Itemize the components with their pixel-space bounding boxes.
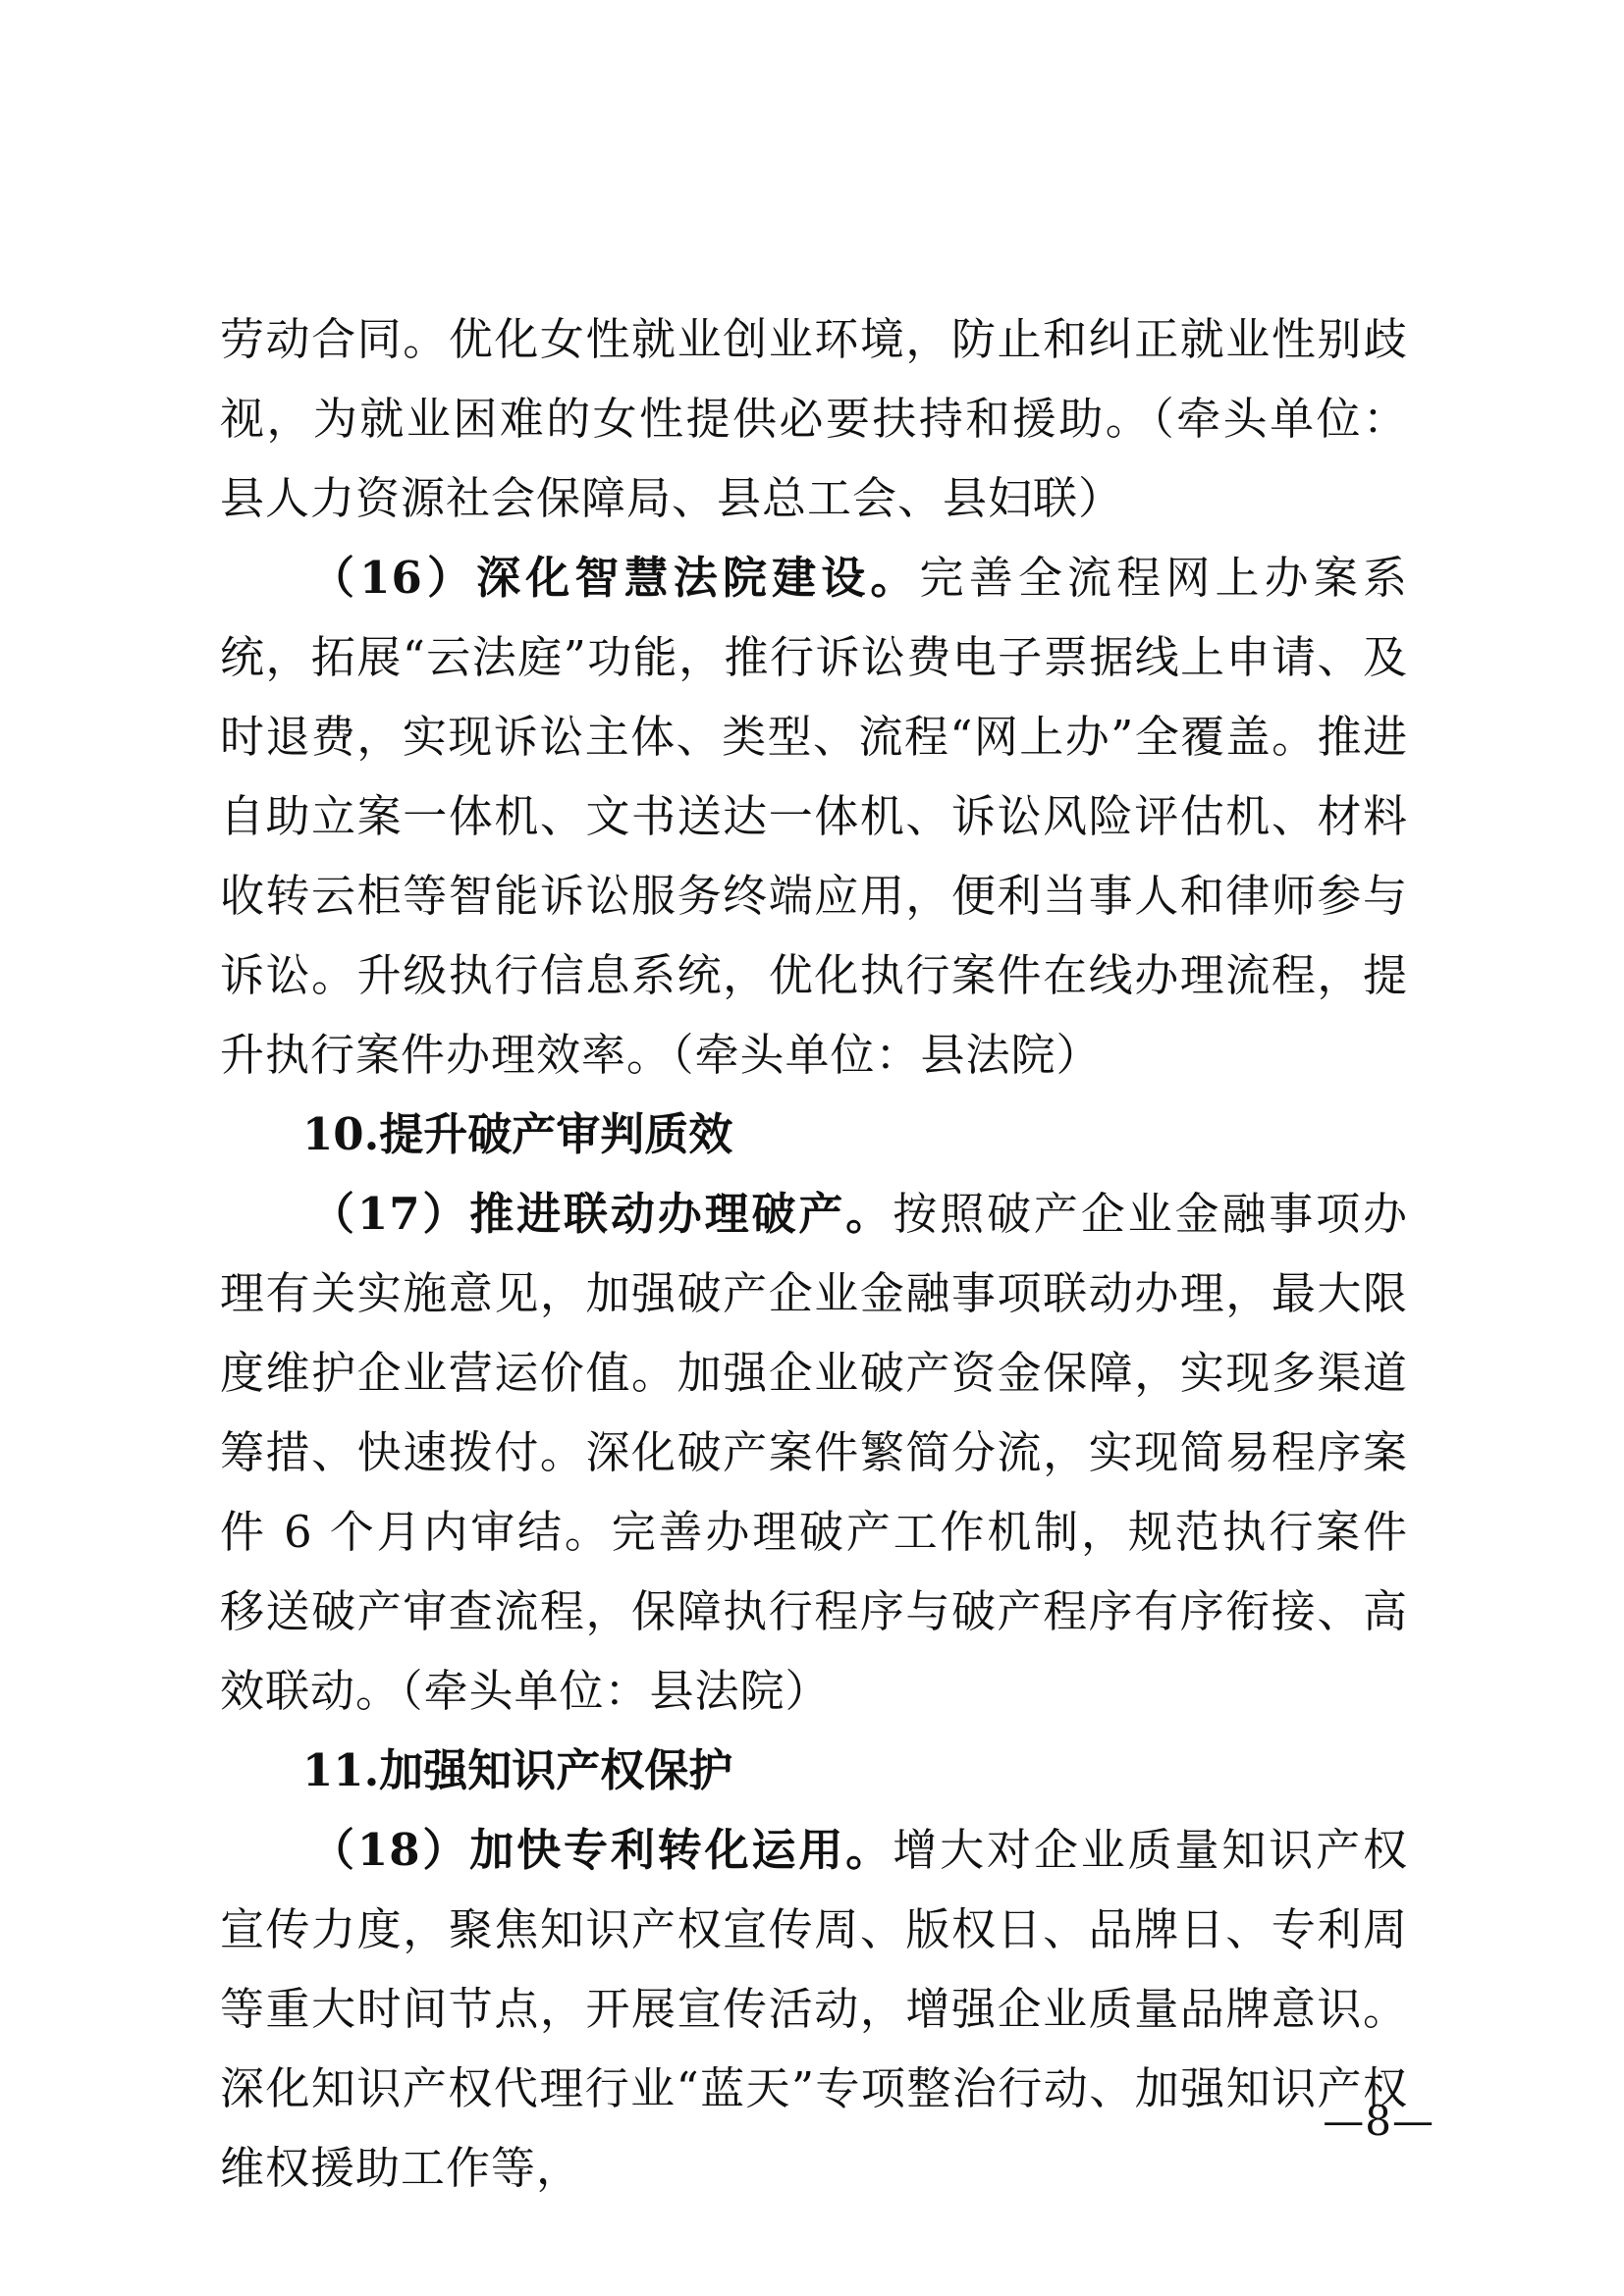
item-title: 加快专利转化运用。 <box>469 1824 893 1876</box>
document-page <box>220 299 1408 2208</box>
section-heading-10: 10.提升破产审判质效 <box>302 1108 733 1160</box>
paragraph-item-17 <box>220 1174 1408 1731</box>
paragraph-item-16 <box>220 538 1408 1095</box>
paragraph-text: 劳动合同。优化女性就业创业环境，防止和纠正就业性别歧视，为就业困难的女性提供必要扶持和援助。（牵头单位：县人力资源社会保障局、县总工会、县妇联） <box>220 313 1408 524</box>
paragraph-text: 按照破产企业金融事项办理有关实施意见，加强破产企业金融事项联动办理，最大限度维护企业营运价值。加强企业破产资金保障，实现多渠道筹措、快速拨付。深化破产案件繁简分流，实现简易程序案件 6 个月内审结。完善办理破产工作机制，规范执行案件移送破产审查流程，保障执行程序与破产程序有序衔接、高效联动。（牵头单位：县法院） <box>220 1188 1408 1717</box>
item-title: 深化智慧法院建设。 <box>476 552 920 604</box>
paragraph-text: 完善全流程网上办案系统，拓展“云法庭”功能，推行诉讼费电子票据线上申请、及时退费，实现诉讼主体、类型、流程“网上办”全覆盖。推进自助立案一体机、文书送达一体机、诉讼风险评估机、材料收转云柜等智能诉讼服务终端应用，便利当事人和律师参与诉讼。升级执行信息系统，优化执行案件在线办理流程，提升执行案件办理效率。（牵头单位：县法院） <box>220 552 1408 1081</box>
paragraph-text: 增大对企业质量知识产权宣传力度，聚焦知识产权宣传周、版权日、品牌日、专利周等重大时间节点，开展宣传活动，增强企业质量品牌意识。深化知识产权代理行业“蓝天”专项整治行动、加强知识产权维权援助工作等， <box>220 1824 1408 2194</box>
paragraph-continuation <box>220 299 1408 538</box>
item-number: （16） <box>310 552 477 604</box>
item-number: （18） <box>310 1824 470 1876</box>
section-heading-11: 11.加强知识产权保护 <box>302 1744 733 1796</box>
item-title: 推进联动办理破产。 <box>469 1188 893 1240</box>
item-number: （17） <box>310 1188 470 1240</box>
paragraph-item-18 <box>220 1810 1408 2208</box>
page-number: —8— <box>1323 2097 1435 2145</box>
